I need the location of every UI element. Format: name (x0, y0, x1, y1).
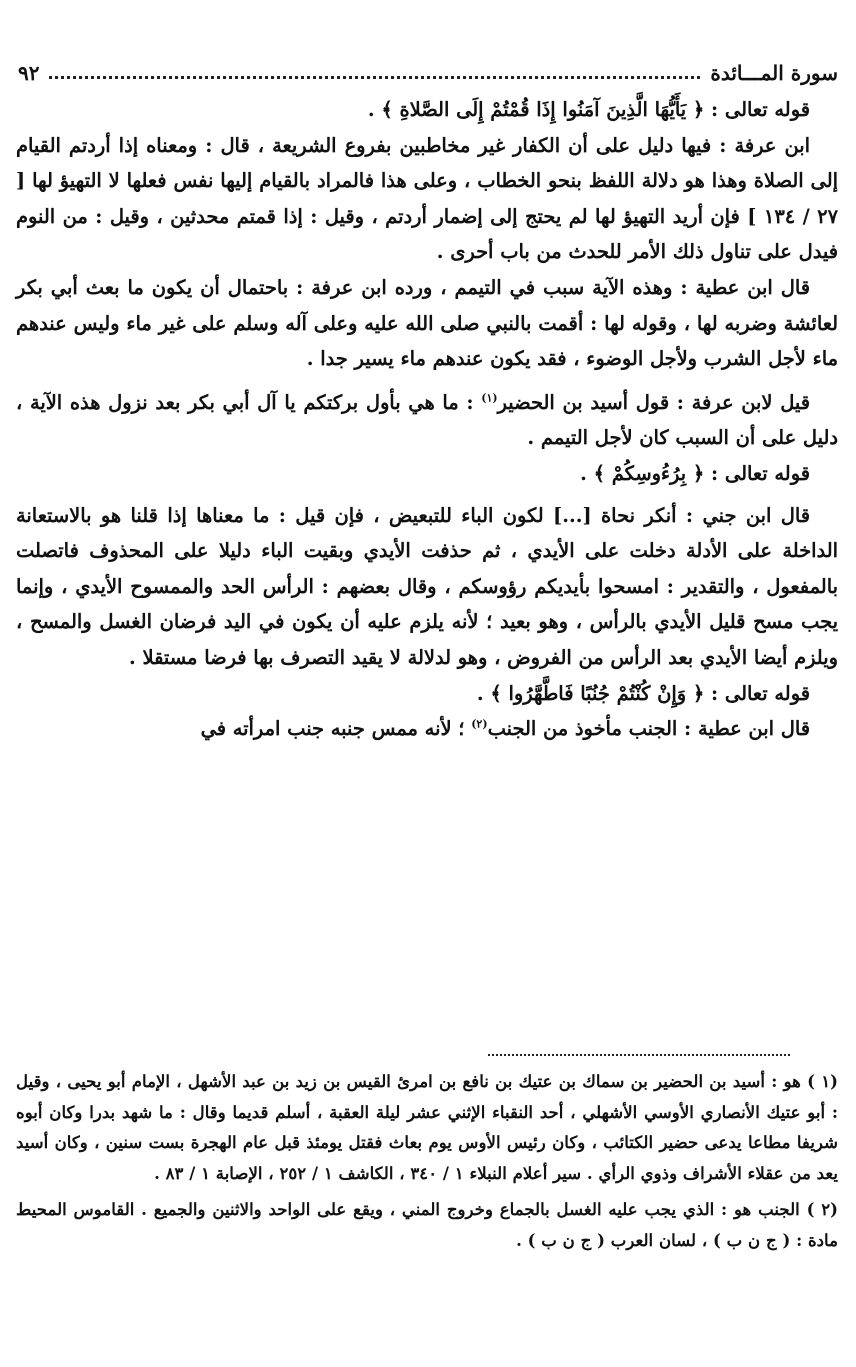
page-header (18, 56, 838, 90)
main-text (16, 92, 838, 747)
paragraph-junub-end: ؛ لأنه ممس جنبه جنب امرأته في (200, 717, 472, 741)
footnote-marker-1[interactable]: (١) (481, 391, 498, 405)
verse-quote-3: قوله تعالى : ﴿ وَإِنْ كُنْتُمْ جُنُبًا فَاطَّهَّرُوا ﴾ . (476, 681, 810, 705)
verse-quote-2: قوله تعالى : ﴿ بِرُءُوسِكُمْ ﴾ . (580, 461, 810, 485)
header-dotted-rule (49, 72, 700, 79)
footnote-1: (١ ) هو : أسيد بن الحضير بن سماك بن عتيك بن نافع بن امرئ القيس بن زيد بن عبد الأشهل ، الإمام أبو يحيى ، وقيل : أبو عتيك الأنصاري الأوسي الأشهلي ، أحد النقباء الإثني عشر ليلة العقبة ، أسلم قديما وقال : ما شهد بدرا وكان أبوه شريفا مطاعا يدعى حضير الكتائب ، وكان رئيس الأوس يوم بعاث فقتل يومئذ قبل عام الهجرة بست سنين ، وكان أسيد يعد من عقلاء الأشراف وذوي الرأي . سير أعلام النبلاء ١ / ٣٤٠ ، الكاشف ١ / ٢٥٢ ، الإصابة ١ / ٨٣ . (16, 1071, 838, 1183)
paragraph-usayd-end: : ما هي بأول بركتكم يا آل أبي بكر بعد نزول هذه الآية ، دليل على أن السبب كان لأجل التيمم . (16, 390, 838, 450)
paragraph-ibn-arafa: ابن عرفة : فيها دليل على أن الكفار غير مخاطبين بفروع الشريعة ، قال : ومعناه إذا أردتم القيام إلى الصلاة وهذا هو دلالة اللفظ بنحو الخطاب ، وعلى هذا فالمراد بالقيام إليها نفس فعلها لا التهيؤ لها [ ٢٧ / ١٣٤ ] فإن أريد التهيؤ لها لم يحتج إلى إضمار أردتم ، وقيل : إذا قمتم محدثين ، وقيل : من النوم فيدل على تناول ذلك الأمر للحدث من باب أحرى . (16, 133, 838, 264)
footnote-marker-2[interactable]: (٢) (471, 717, 488, 731)
paragraph-usayd (16, 385, 838, 456)
footnote-2: (٢ ) الجنب هو : الذي يجب عليه الغسل بالجماع وخروج المني ، ويقع على الواحد والاثنين والجميع . القاموس المحيط مادة : ( ج ن ب ) ، لسان العرب ( ج ن ب ) . (16, 1199, 838, 1250)
paragraph-junub-start: قال ابن عطية : الجنب مأخوذ من الجنب (487, 717, 810, 741)
paragraph-usayd-start: قيل لابن عرفة : قول أسيد بن الحضير (497, 390, 810, 414)
surah-title: سورة المـــائدة (710, 61, 838, 85)
footnote-separator (488, 1054, 790, 1056)
paragraph-junub (16, 711, 838, 747)
paragraph-ibn-jinni: قال ابن جني : أنكر نحاة [...] لكون الباء للتبعيض ، فإن قيل : ما معناها إذا قلنا هو بالاستعانة الداخلة على الأدلة دخلت على الأيدي ، ثم حذفت الأيدي وبقيت الباء دليلا على المحذوف فاتصلت بالمفعول ، والتقدير : امسحوا بأيديكم رؤوسكم ، وقال بعضهم : الرأس الحد والممسوح الأيدي ، وإنما يجب مسح قليل الأيدي بالرأس ، وهو بعيد ؛ لأنه يلزم عليه أن يكون في اليد فرضان الغسل والمسح ، ويلزم أيضا الأيدي بعد الرأس من الفروض ، وهو لدلالة لا يقيد التصرف بها فرضا مستقلا . (16, 503, 838, 669)
verse-quote-1: قوله تعالى : ﴿ يَأَيُّهَا الَّذِينَ آمَنُوا إِذَا قُمْتُمْ إِلَى الصَّلاةِ ﴾ . (367, 98, 810, 121)
footnotes (16, 1066, 838, 1256)
page-number: ٩٢ (18, 61, 40, 85)
paragraph-ibn-atiyya: قال ابن عطية : وهذه الآية سبب في التيمم ، ورده ابن عرفة : باحتمال أن يكون ما بعث أبي بكر لعائشة وضربه لها ، وقوله لها : أقمت بالنبي صلى الله عليه وعلى آله وسلم على غير ماء وليس عندهم ماء لأجل الشرب ولأجل الوضوء ، فقد يكون عندهم ماء يسير جدا . (16, 275, 838, 371)
